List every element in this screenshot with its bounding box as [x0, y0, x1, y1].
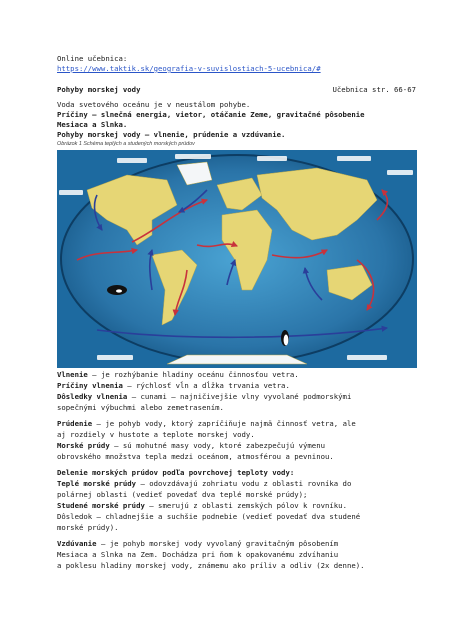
label-plate [347, 355, 387, 360]
morske-prudy-term: Morské prúdy [57, 441, 110, 450]
teple-prudy-text: – odovzdávajú zohriatu vodu z oblasti rovníka do [136, 479, 352, 488]
studene-prudy-cont-1: Dôsledok – chladnejšie a suchšie podnebie (vedieť povedať dva studené [57, 512, 361, 521]
priciny-vlnenia-text: – rýchlosť vĺn a dĺžka trvania vetra. [122, 381, 290, 390]
vlnenie-term: Vlnenie [57, 370, 88, 379]
page-title: Pohyby morskej vody [57, 85, 141, 94]
figure-caption: Obrázok 1 Schéma teplých a studených morských prúdov [57, 141, 195, 147]
delenie-heading: Delenie morských prúdov podľa povrchovej teploty vody: [57, 468, 295, 477]
orca-illustration [107, 285, 127, 295]
online-label: Online učebnica: [57, 54, 128, 63]
vlnenie-text: – je rozhýbanie hladiny oceánu činnosťou vetra. [87, 370, 299, 379]
antarctica [167, 355, 307, 364]
priciny-vlnenia-line [57, 381, 290, 391]
teple-prudy-term: Teplé morské prúdy [57, 479, 137, 488]
dosledky-vlnenia-text: – cunami – najničivejšie vlny vyvolané podmorskými [127, 392, 352, 401]
ocean-currents-map [57, 150, 417, 368]
vlnenie-line [57, 370, 299, 380]
label-plate [117, 158, 147, 163]
teple-prudy-line [57, 479, 351, 489]
intro-line-3: Mesiaca a Slnka. [57, 120, 128, 129]
priciny-vlnenia-term: Príčiny vlnenia [57, 381, 123, 390]
prudenie-term: Prúdenie [57, 419, 93, 428]
textbook-page-ref: Učebnica str. 66-67 [332, 85, 416, 94]
intro-line-4: Pohyby morskej vody – vlnenie, prúdenie a vzdúvanie. [57, 130, 286, 139]
studene-prudy-cont-2: morské prúdy). [57, 523, 119, 532]
intro-line-1: Voda svetového oceánu je v neustálom pohybe. [57, 100, 251, 109]
dosledky-vlnenia-cont: sopečnými výbuchmi alebo zemetrasením. [57, 403, 224, 412]
studene-prudy-term: Studené morské prúdy [57, 501, 145, 510]
teple-prudy-cont: polárnej oblasti (vedieť povedať dva teplé morské prúdy); [57, 490, 308, 499]
morske-prudy-text: – sú mohutné masy vody, ktoré zabezpečujú výmenu [109, 441, 325, 450]
vzduvanie-term: Vzdúvanie [57, 539, 97, 548]
prudenie-line [57, 419, 356, 429]
textbook-link[interactable]: https://www.taktik.sk/geografia-v-suvislostiach-5-ucebnica/# [57, 64, 321, 73]
label-plate [59, 190, 83, 195]
prudenie-cont: aj rozdiely v hustote a teplote morskej vody. [57, 430, 255, 439]
label-plate [257, 156, 287, 161]
prudenie-text: – je pohyb vody, ktorý zapríčiňuje najmä činnosť vetra, ale [92, 419, 356, 428]
vzduvanie-cont-2: a poklesu hladiny morskej vody, známemu ako príliv a odliv (2x denne). [57, 561, 365, 570]
dosledky-vlnenia-term: Dôsledky vlnenia [57, 392, 128, 401]
label-plate [175, 154, 211, 159]
dosledky-vlnenia-line [57, 392, 351, 402]
studene-prudy-text: – smerujú z oblasti zemských pólov k rovníku. [144, 501, 347, 510]
label-plate [387, 170, 413, 175]
morske-prudy-line [57, 441, 325, 451]
vzduvanie-line [57, 539, 338, 549]
label-plate [337, 156, 371, 161]
vzduvanie-text: – je pohyb morskej vody vyvolaný gravitačným pôsobením [96, 539, 339, 548]
intro-line-2: Príčiny – slnečná energia, vietor, otáčanie Zeme, gravitačné pôsobenie [57, 110, 365, 119]
vzduvanie-cont-1: Mesiaca a Slnka na Zem. Dochádza pri ňom k opakovanému zdvíhaniu [57, 550, 339, 559]
morske-prudy-cont: obrovského množstva tepla medzi oceánom, atmosférou a pevninou. [57, 452, 334, 461]
label-plate [97, 355, 133, 360]
studene-prudy-line [57, 501, 347, 511]
penguin-illustration [281, 330, 289, 346]
